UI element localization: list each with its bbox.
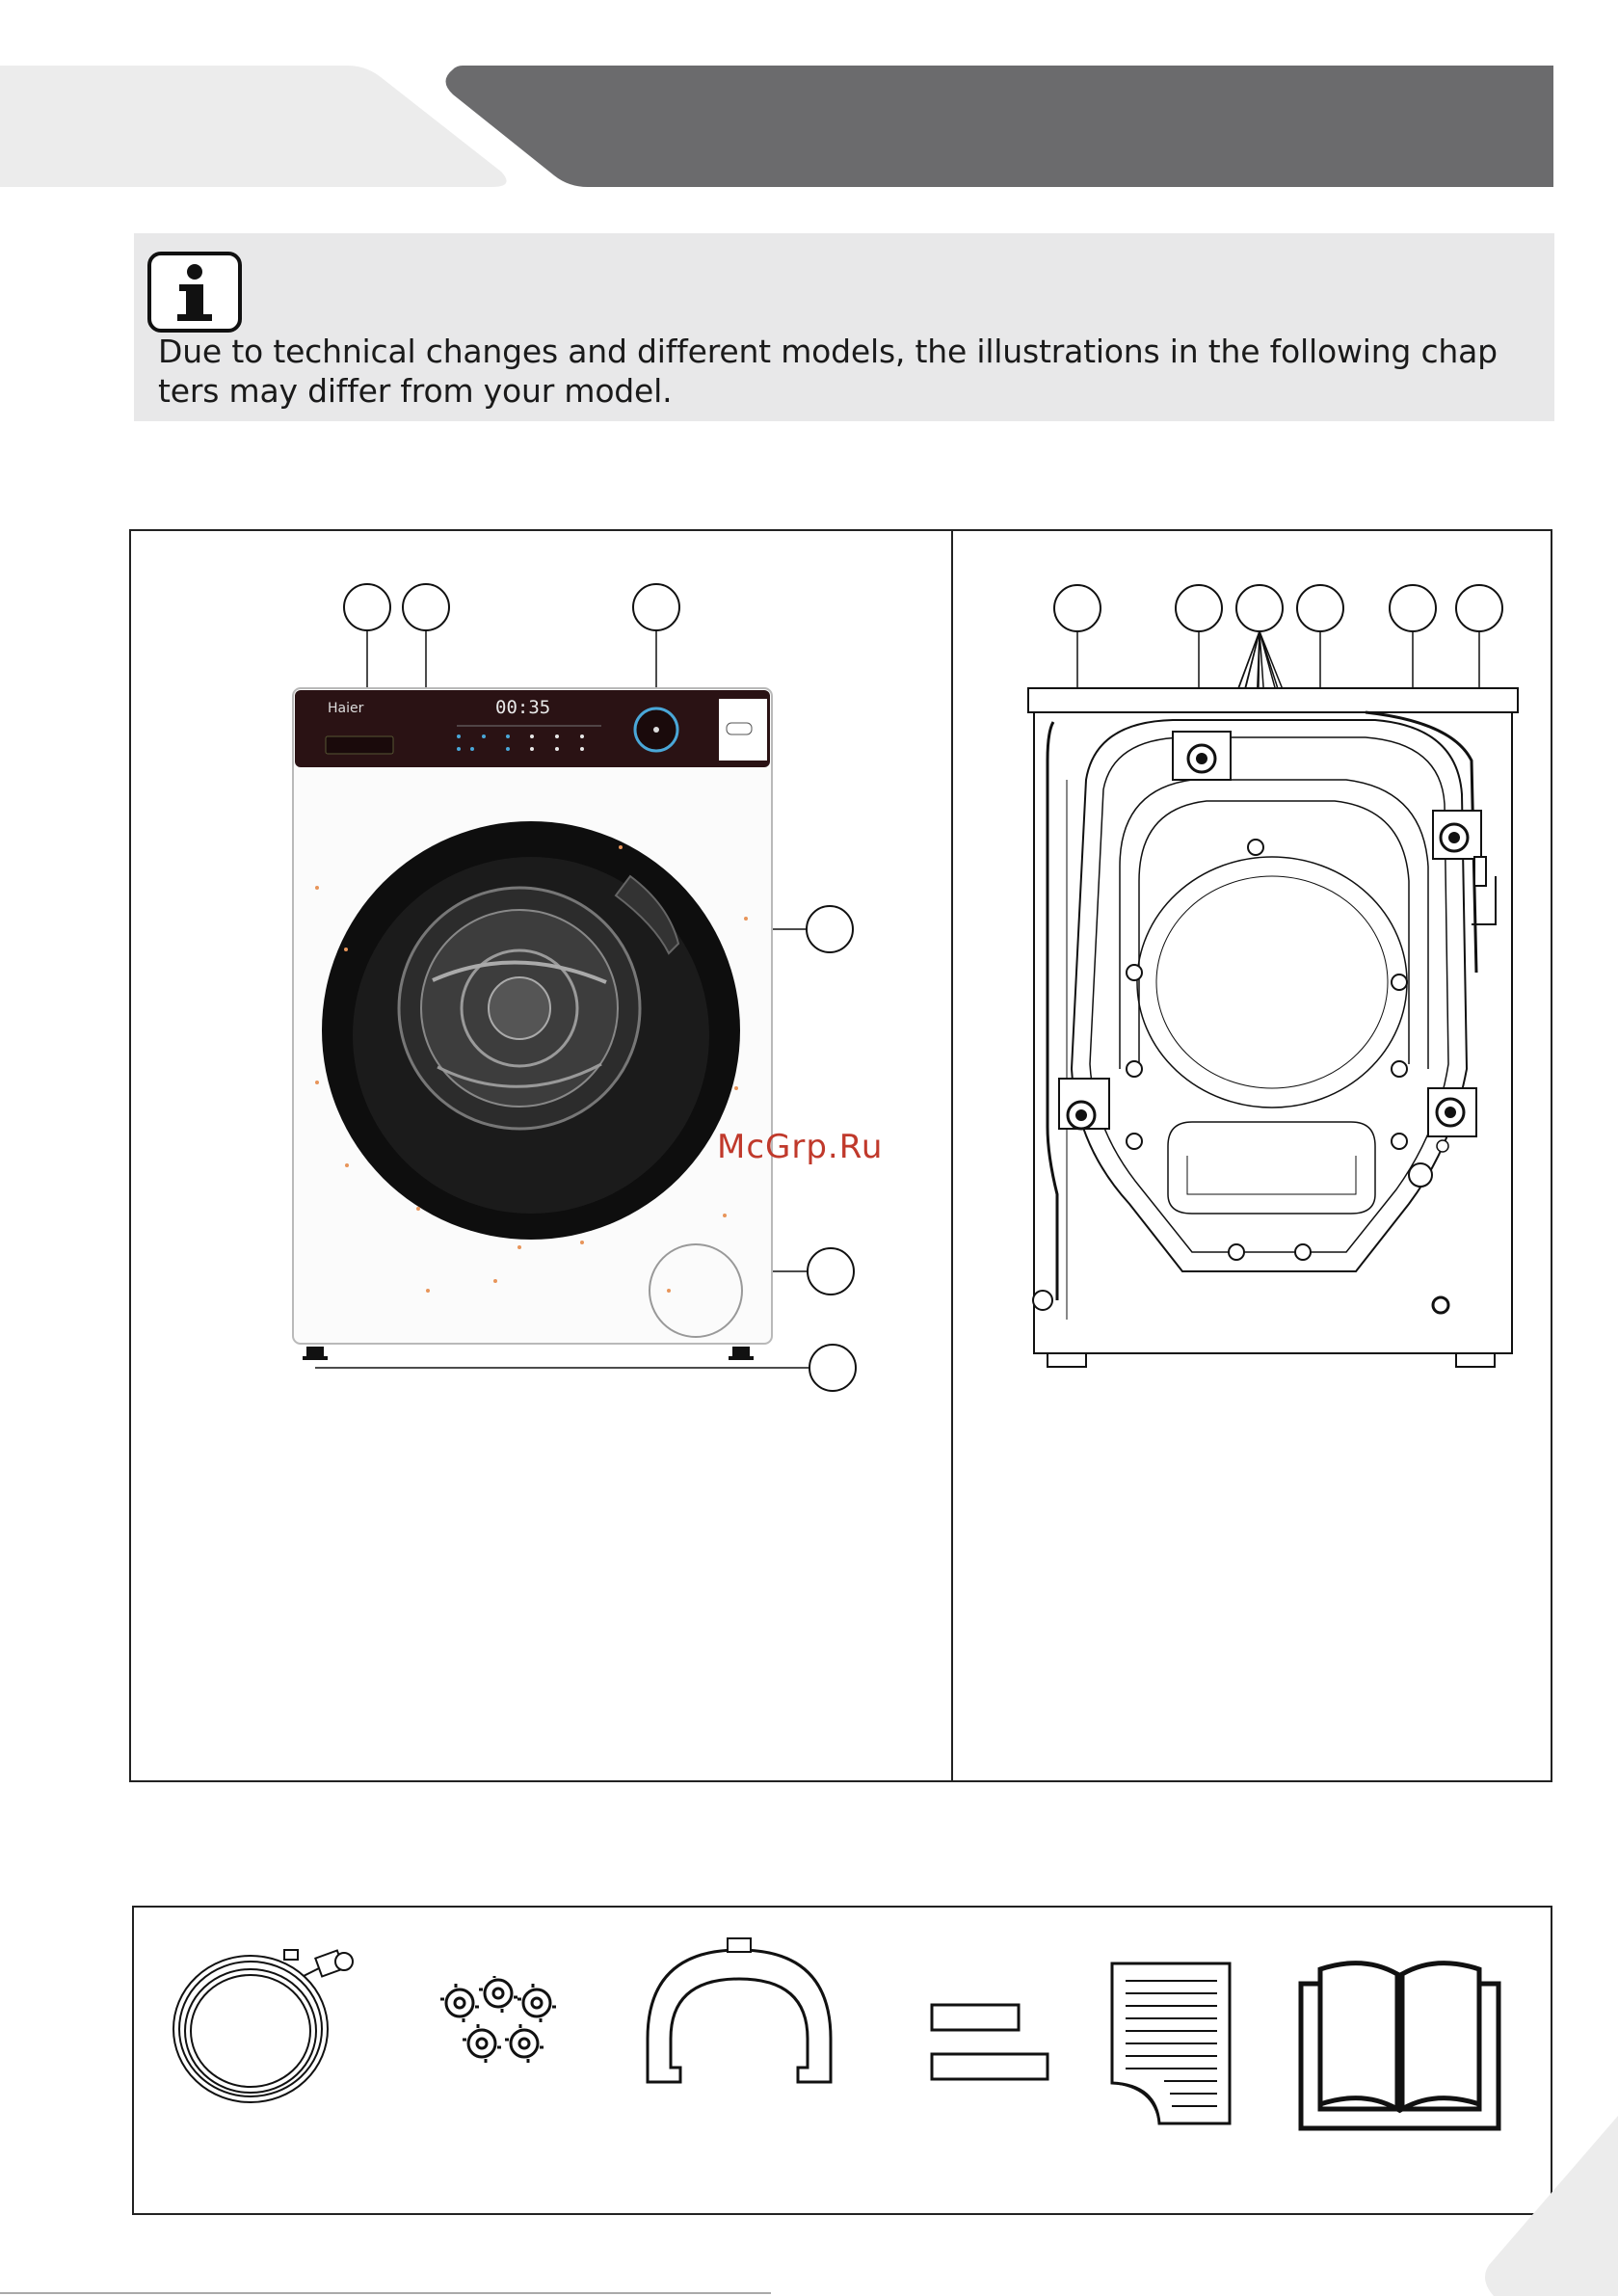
info-icon	[146, 251, 243, 334]
inlet-hose-icon	[169, 1933, 361, 2116]
notice-line-1: Due to technical changes and different models, the illustrations in the following chap	[158, 333, 1498, 370]
header-banner	[0, 0, 1618, 202]
display-time: 00:35	[495, 697, 551, 718]
user-manual-icon	[1296, 1950, 1503, 2133]
plugs-icon	[436, 1976, 570, 2082]
notice-line-2: ters may differ from your model.	[158, 372, 673, 410]
brand-logo: Haier	[328, 701, 364, 716]
washer-back-illustration	[951, 529, 1552, 1782]
leaflet-icon	[1106, 1960, 1236, 2128]
notice-text	[158, 332, 1536, 411]
footer-rule	[0, 2292, 771, 2294]
header-light-tab	[0, 66, 507, 187]
back-callouts	[1054, 585, 1502, 631]
labels-icon	[927, 2000, 1052, 2087]
u-bend-hose-support-icon	[636, 1933, 843, 2096]
corner-decoration	[1474, 2116, 1618, 2296]
watermark: McGrp.Ru	[717, 1128, 884, 1166]
header-dark-tab	[446, 66, 1554, 187]
